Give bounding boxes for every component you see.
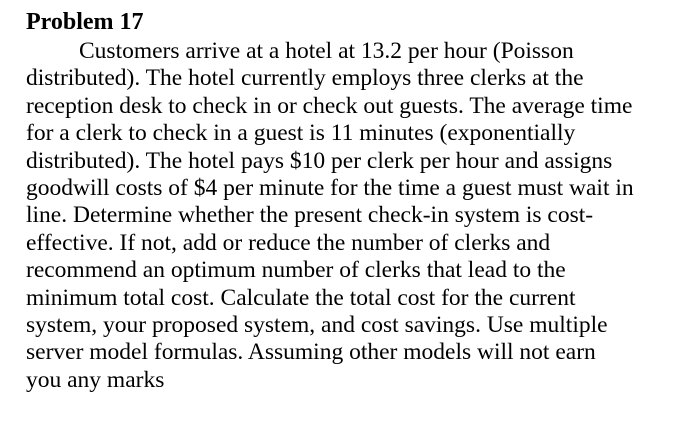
problem-text-line: system, your proposed system, and cost savings. Use multiple [26,311,608,338]
problem-text-line: distributed). The hotel pays $10 per clerk per hour and assigns [26,147,613,174]
problem-text-line: distributed). The hotel currently employs three clerks at the [26,65,584,92]
problem-text-line: you any marks [26,366,165,393]
problem-text-line: server model formulas. Assuming other models will not earn [26,339,596,366]
problem-document [26,6,690,394]
problem-text-line: for a clerk to check in a guest is 11 minutes (exponentially [26,120,576,147]
problem-text-line: line. Determine whether the present check-in system is cost- [26,202,594,229]
problem-text-line: reception desk to check in or check out guests. The average time [26,92,633,119]
problem-title: Problem 17 [26,9,144,35]
problem-text-line: Customers arrive at a hotel at 13.2 per hour (Poisson [79,38,574,64]
problem-text-line: goodwill costs of $4 per minute for the time a guest must wait in [26,174,634,201]
problem-text-line: minimum total cost. Calculate the total cost for the current [26,284,576,311]
problem-text-line: recommend an optimum number of clerks that lead to the [26,257,566,284]
problem-text-line: effective. If not, add or reduce the number of clerks and [26,229,551,256]
